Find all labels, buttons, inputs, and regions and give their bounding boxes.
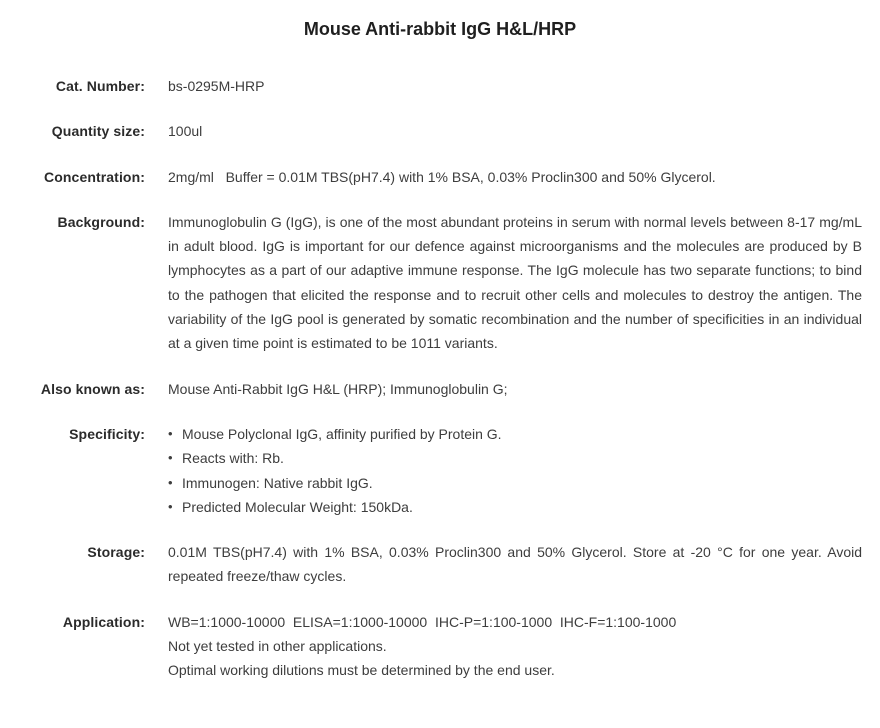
bullet-text: Predicted Molecular Weight: 150kDa. <box>182 498 413 515</box>
field-label-background: Background: <box>57 213 145 230</box>
fields-list <box>0 74 880 683</box>
datasheet <box>0 16 880 683</box>
bullet-icon: • <box>168 498 173 514</box>
field-label-also-known-as: Also known as: <box>40 380 145 397</box>
value-line: WB=1:1000-10000 ELISA=1:1000-10000 IHC-P=1:100-1000 IHC-F=1:100-1000 <box>168 613 677 630</box>
page-title: Mouse Anti-rabbit IgG H&L/HRP <box>303 19 577 39</box>
field-label-specificity: Specificity: <box>69 425 145 442</box>
bullet-text: Immunogen: Native rabbit IgG. <box>182 474 373 491</box>
field-row-quantity-size <box>0 119 862 143</box>
field-row-also-known-as <box>0 377 862 401</box>
bullet-item <box>168 495 862 519</box>
field-row-cat-number <box>0 74 862 98</box>
bullet-icon: • <box>168 425 173 441</box>
field-value-cat-number: bs-0295M-HRP <box>168 78 265 94</box>
value-line: Optimal working dilutions must be determined by the end user. <box>168 662 555 679</box>
field-row-background <box>0 210 862 356</box>
bullet-item <box>168 422 862 446</box>
field-value-background: Immunoglobulin G (IgG), is one of the most abundant proteins in serum with normal levels between 8-17 mg/mL in adult blood. IgG is important for our defence against microorganisms and the molecules are produced by B lymphocytes as a part of our adaptive immune response. The IgG molecule has two separate functions; to bind to the pathogen that elicited the response and to recruit other cells and molecules to destroy the antigen. The variability of the IgG pool is generated by somatic recombination and the number of specificities in an individual at a given time point is estimated to be 1011 variants. <box>168 213 862 352</box>
field-label-concentration: Concentration: <box>44 168 145 185</box>
bullet-item <box>168 446 862 470</box>
field-label-storage: Storage: <box>87 544 145 561</box>
field-row-storage <box>0 540 862 589</box>
field-value-storage: 0.01M TBS(pH7.4) with 1% BSA, 0.03% Proclin300 and 50% Glycerol. Store at -20 °C for one year. Avoid repeated freeze/thaw cycles. <box>168 544 862 585</box>
field-value-specificity <box>168 422 862 519</box>
field-value-concentration: 2mg/ml Buffer = 0.01M TBS(pH7.4) with 1% BSA, 0.03% Proclin300 and 50% Glycerol. <box>168 168 716 185</box>
bullet-icon: • <box>168 474 173 490</box>
field-row-application <box>0 610 862 683</box>
bullet-text: Mouse Polyclonal IgG, affinity purified by Protein G. <box>182 425 502 442</box>
bullet-item <box>168 471 862 495</box>
field-value-also-known-as: Mouse Anti-Rabbit IgG H&L (HRP); Immunoglobulin G; <box>168 380 508 397</box>
field-row-specificity <box>0 422 862 519</box>
field-row-concentration <box>0 165 862 189</box>
bullet-text: Reacts with: Rb. <box>182 450 284 467</box>
field-value-quantity-size: 100ul <box>168 123 203 140</box>
field-label-application: Application: <box>62 613 145 630</box>
field-label-cat-number: Cat. Number: <box>55 78 145 94</box>
field-value-application <box>168 610 862 683</box>
bullet-icon: • <box>168 450 173 466</box>
field-label-quantity-size: Quantity size: <box>51 123 145 140</box>
value-line: Not yet tested in other applications. <box>168 638 387 655</box>
